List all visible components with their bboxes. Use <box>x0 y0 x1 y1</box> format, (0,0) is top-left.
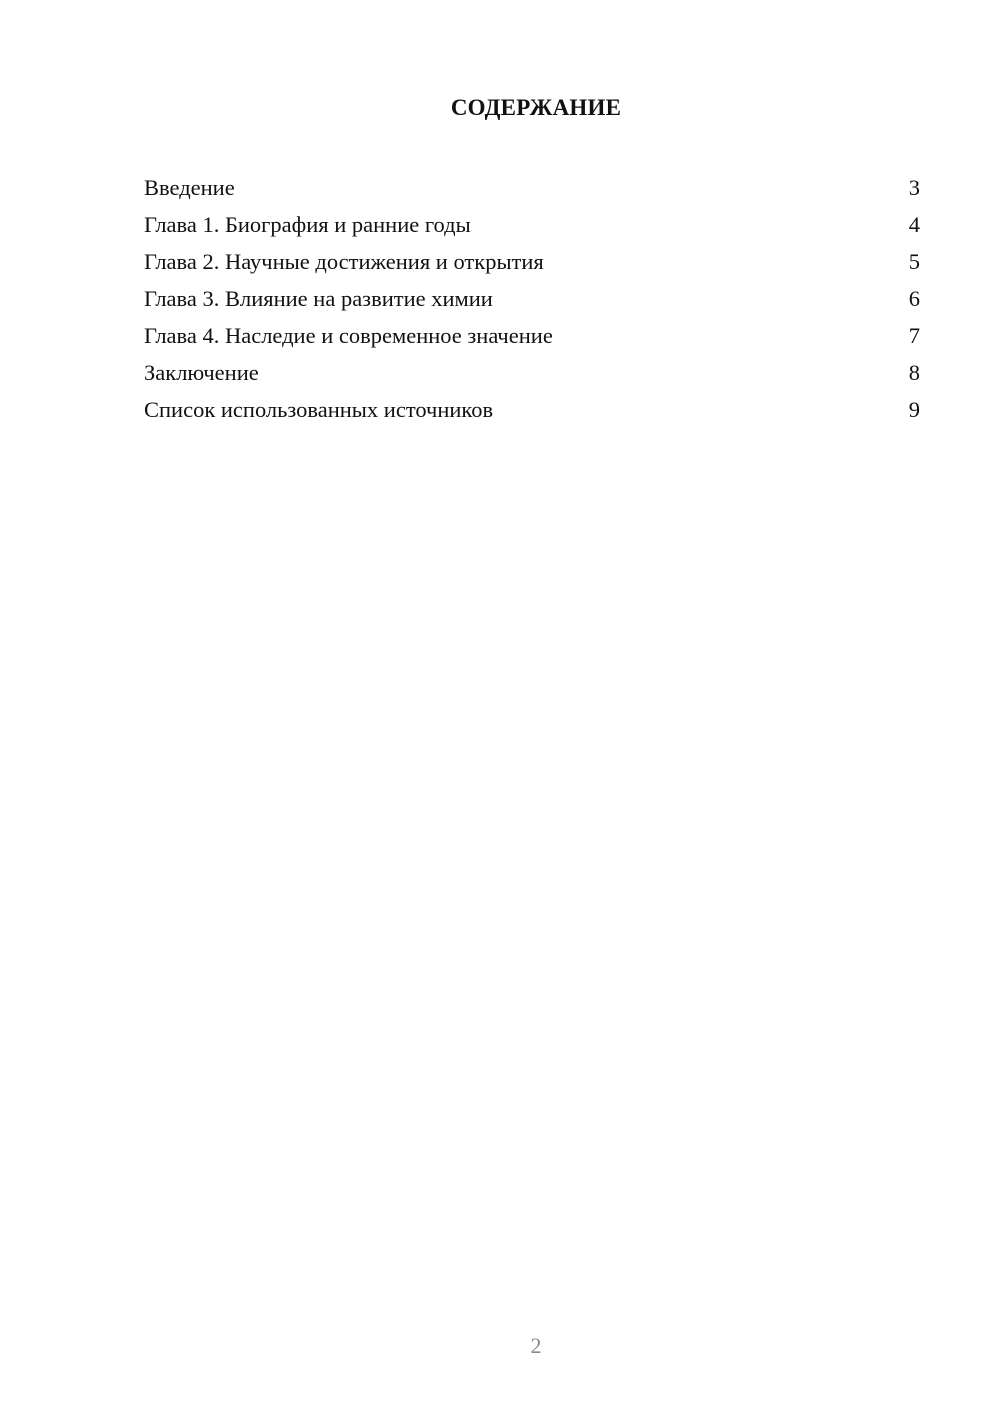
page-number: 2 <box>530 1333 542 1358</box>
toc-entry-page: 9 <box>908 396 920 422</box>
toc-entry-label: Глава 2. Научные достижения и открытия <box>144 248 544 274</box>
toc-entry-chapter-3 <box>144 280 920 317</box>
toc-entry-page: 8 <box>908 359 920 385</box>
toc-entry-conclusion <box>144 354 920 391</box>
toc-entry-chapter-2 <box>144 243 920 280</box>
toc-entry-page: 4 <box>908 211 920 237</box>
toc-entry-label: Глава 1. Биография и ранние годы <box>144 211 471 237</box>
toc-entry-label: Глава 3. Влияние на развитие химии <box>144 285 493 311</box>
toc-entry-references <box>144 391 920 428</box>
toc-entry-page: 5 <box>908 248 920 274</box>
table-of-contents <box>144 169 920 428</box>
toc-entry-page: 3 <box>908 174 920 200</box>
toc-entry-page: 6 <box>908 285 920 311</box>
toc-entry-label: Заключение <box>144 359 259 385</box>
toc-entry-label: Список использованных источников <box>144 396 494 422</box>
toc-entry-label: Введение <box>144 174 235 200</box>
toc-entry-label: Глава 4. Наследие и современное значение <box>144 322 553 348</box>
toc-entry-page: 7 <box>908 322 920 348</box>
toc-entry-introduction <box>144 169 920 206</box>
toc-entry-chapter-1 <box>144 206 920 243</box>
toc-title: СОДЕРЖАНИЕ <box>450 95 622 120</box>
toc-entry-chapter-4 <box>144 317 920 354</box>
